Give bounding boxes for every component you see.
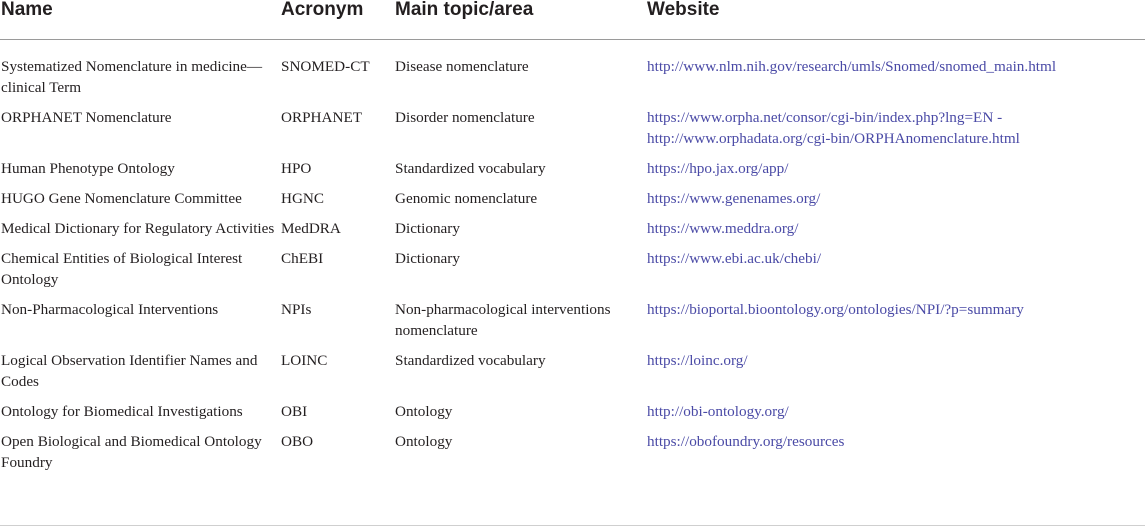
website-link[interactable]: https://www.orpha.net/consor/cgi-bin/index.php?lng=EN - http://www.orphadata.org/cgi-bin/ORPHAnomenclature.html (647, 109, 1020, 147)
cell-website (646, 350, 1145, 401)
cell-topic: Disorder nomenclature (395, 109, 535, 126)
cell-name: Chemical Entities of Biological Interest Ontology (1, 250, 243, 288)
table-row (0, 401, 1145, 431)
cell-name: Systematized Nomenclature in medicine—clinical Term (1, 58, 263, 96)
header-name: Name (0, 0, 280, 40)
cell-topic: Ontology (395, 403, 453, 420)
header-website: Website (646, 0, 1145, 40)
table-row (0, 431, 1145, 473)
table-row (0, 218, 1145, 248)
cell-acronym: HGNC (281, 190, 325, 207)
cell-name: Ontology for Biomedical Investigations (1, 403, 243, 420)
cell-website (646, 248, 1145, 299)
cell-website (646, 107, 1145, 158)
cell-acronym: SNOMED-CT (281, 58, 370, 75)
table-row (0, 40, 1145, 108)
table-row (0, 299, 1145, 350)
website-link[interactable]: http://www.nlm.nih.gov/research/umls/Snomed/snomed_main.html (647, 58, 1057, 75)
website-link[interactable]: https://www.ebi.ac.uk/chebi/ (647, 250, 822, 267)
website-link[interactable]: https://obofoundry.org/resources (647, 433, 845, 450)
cell-acronym: ChEBI (281, 250, 324, 267)
table-row (0, 158, 1145, 188)
cell-name: Logical Observation Identifier Names and Codes (1, 352, 258, 390)
website-link[interactable]: https://loinc.org/ (647, 352, 748, 369)
cell-acronym: NPIs (281, 301, 312, 318)
table-row (0, 350, 1145, 401)
cell-name: Non-Pharmacological Interventions (1, 301, 219, 318)
cell-acronym: OBI (281, 403, 308, 420)
cell-acronym: ORPHANET (281, 109, 363, 126)
cell-topic: Standardized vocabulary (395, 160, 546, 177)
table-row (0, 248, 1145, 299)
cell-topic: Disease nomenclature (395, 58, 529, 75)
cell-acronym: LOINC (281, 352, 328, 369)
website-link[interactable]: http://obi-ontology.org/ (647, 403, 789, 420)
cell-name: ORPHANET Nomenclature (1, 109, 172, 126)
cell-topic: Non-pharmacological interventions nomenclature (395, 301, 611, 339)
table-bottom-rule (0, 525, 1145, 526)
cell-website (646, 431, 1145, 473)
cell-acronym: MedDRA (281, 220, 341, 237)
table-row (0, 188, 1145, 218)
cell-acronym: OBO (281, 433, 314, 450)
header-acronym: Acronym (280, 0, 394, 40)
cell-topic: Ontology (395, 433, 453, 450)
cell-website (646, 401, 1145, 431)
cell-website (646, 218, 1145, 248)
cell-website (646, 299, 1145, 350)
cell-name: Human Phenotype Ontology (1, 160, 175, 177)
cell-topic: Dictionary (395, 220, 460, 237)
website-link[interactable]: https://www.meddra.org/ (647, 220, 799, 237)
cell-website (646, 158, 1145, 188)
website-link[interactable]: https://www.genenames.org/ (647, 190, 821, 207)
cell-website (646, 188, 1145, 218)
cell-name: Medical Dictionary for Regulatory Activities (1, 220, 275, 237)
website-link[interactable]: https://bioportal.bioontology.org/ontologies/NPI/?p=summary (647, 301, 1024, 318)
website-link[interactable]: https://hpo.jax.org/app/ (647, 160, 789, 177)
table-header-row (0, 0, 1145, 40)
cell-website (646, 40, 1145, 108)
cell-topic: Genomic nomenclature (395, 190, 538, 207)
cell-topic: Standardized vocabulary (395, 352, 546, 369)
cell-acronym: HPO (281, 160, 312, 177)
cell-name: HUGO Gene Nomenclature Committee (1, 190, 242, 207)
table-row (0, 107, 1145, 158)
cell-topic: Dictionary (395, 250, 460, 267)
cell-name: Open Biological and Biomedical Ontology Foundry (1, 433, 262, 471)
header-topic: Main topic/area (394, 0, 646, 40)
